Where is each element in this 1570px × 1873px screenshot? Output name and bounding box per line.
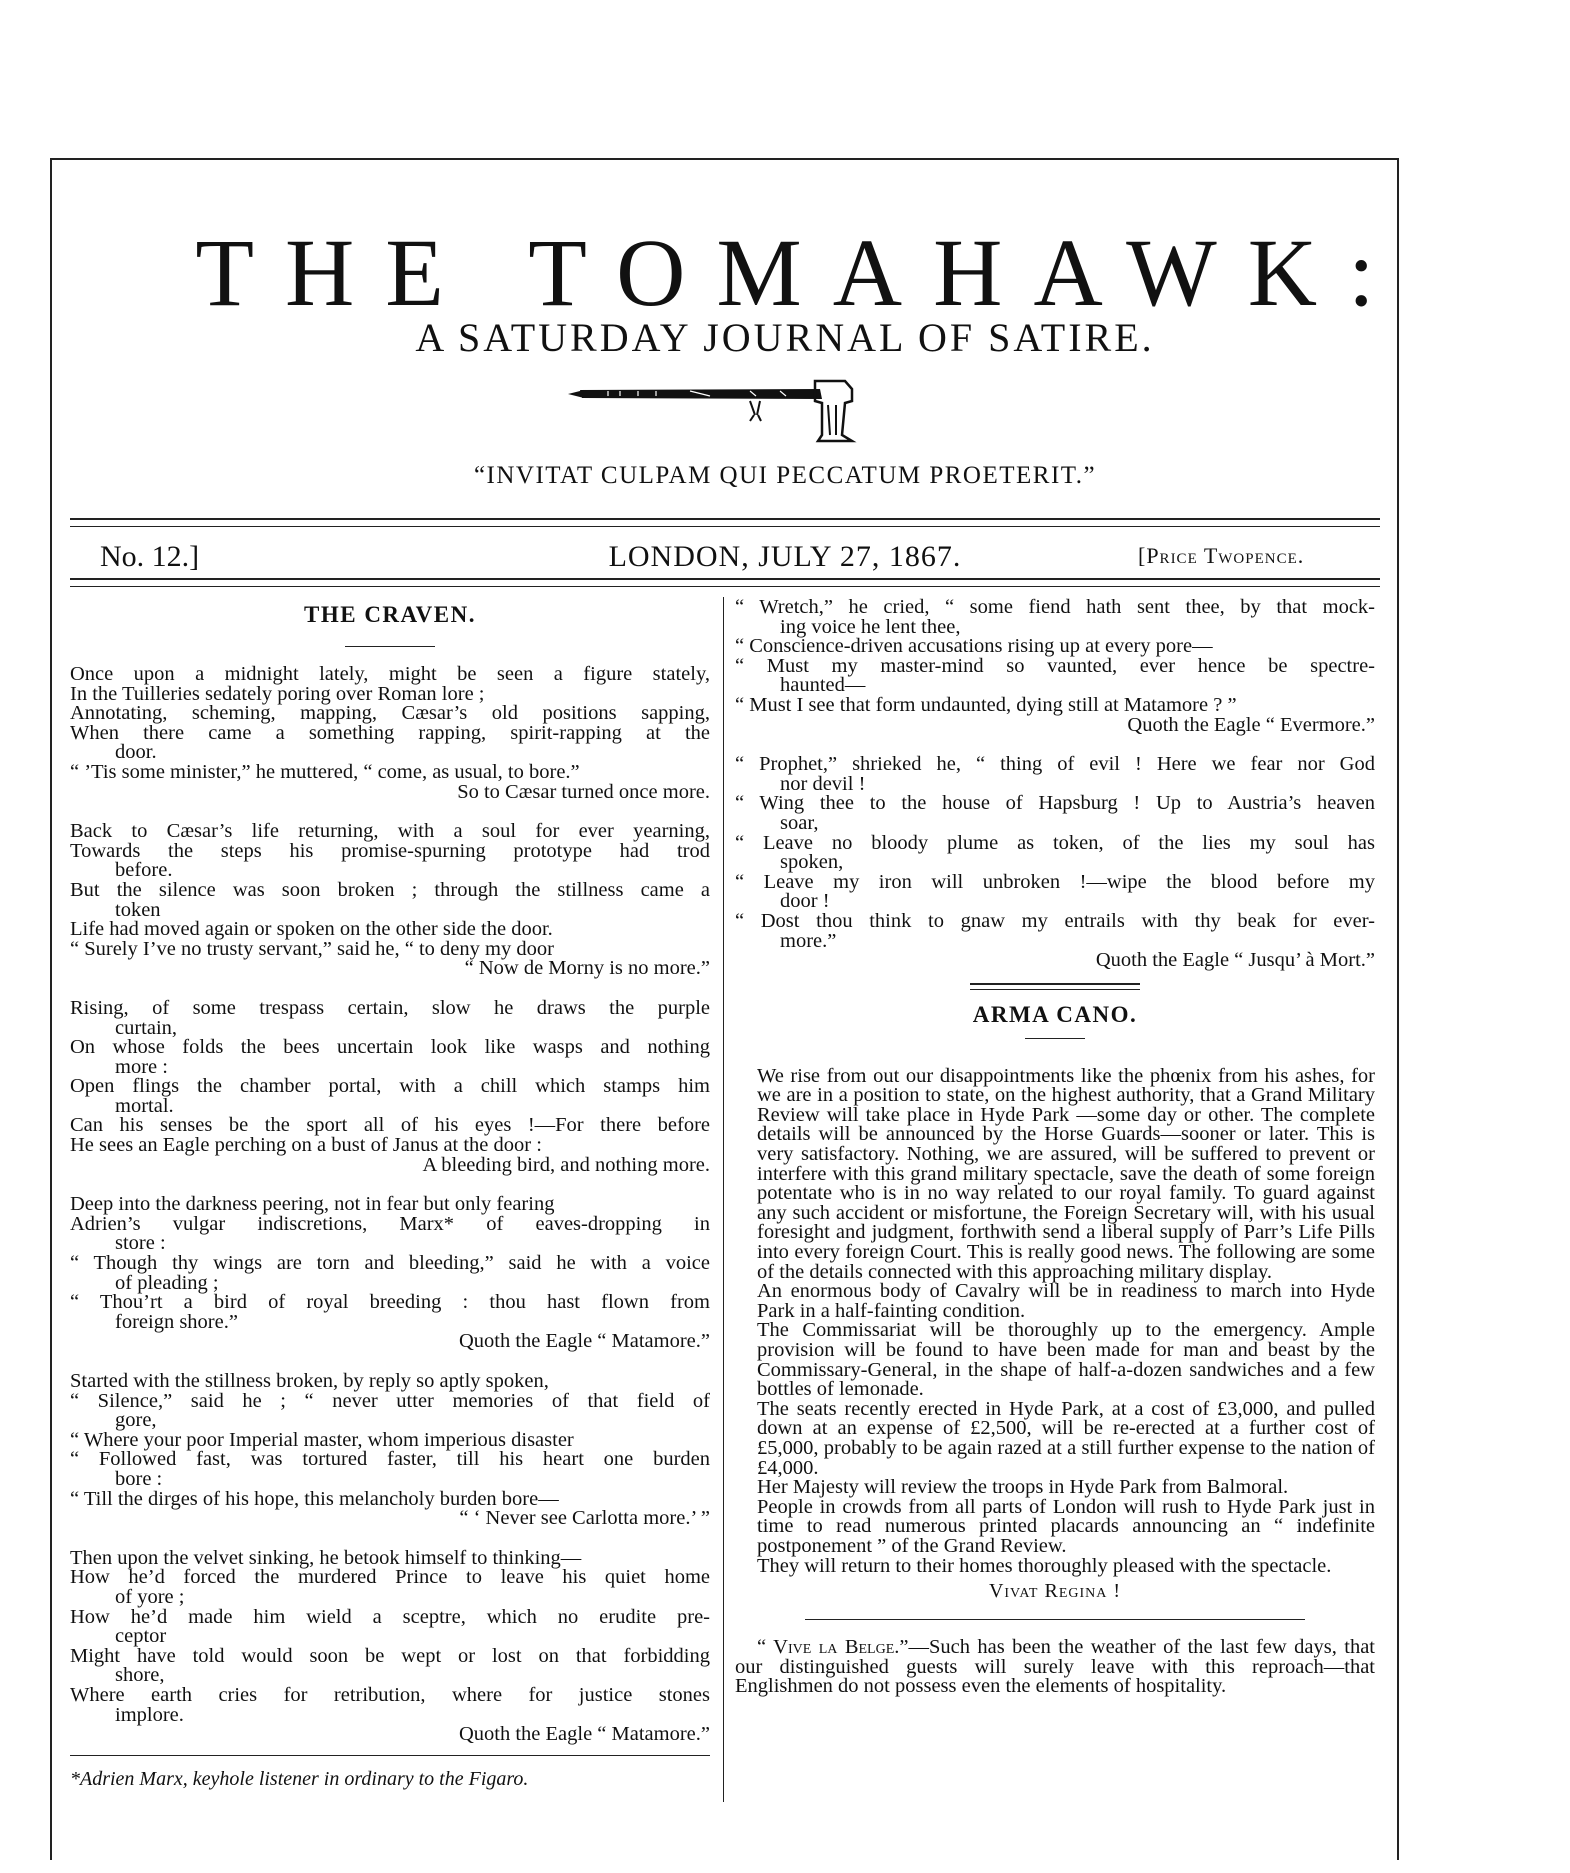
poem-refrain: Quoth the Eagle “ Matamore.” <box>458 1723 710 1746</box>
poem-line: token <box>115 898 161 921</box>
poem-line: “ Thou’rt a bird of royal breeding : thou hast flown from <box>70 1291 710 1314</box>
poem-line: Towards the steps his promise-spurning prototype had trod <box>70 839 710 862</box>
poem-line: Annotating, scheming, mapping, Cæsar’s old positions sapping, <box>70 702 710 725</box>
title-rule <box>345 646 435 647</box>
poem-line: “ Conscience-driven accusations rising up at every pore— <box>735 635 1213 658</box>
poem-line: more.” <box>780 929 837 952</box>
motto: “INVITAT CULPAM QUI PECCATUM PROETERIT.” <box>473 462 1097 489</box>
poem-line: “ Followed fast, was tortured faster, till his heart one burden <box>70 1448 710 1471</box>
column-divider <box>723 597 724 1802</box>
issue-date: LONDON, JULY 27, 1867. <box>608 540 962 573</box>
article-body <box>735 1064 1375 1577</box>
poem-refrain: So to Cæsar turned once more. <box>457 780 710 803</box>
poem-line: more : <box>115 1055 168 1078</box>
poem-line: “ Wretch,” he cried, “ some fiend hath sent thee, by that mock- <box>735 596 1375 618</box>
poem-line: “ Leave no bloody plume as token, of the lies my soul has <box>735 831 1375 854</box>
poem-line: “ Though thy wings are torn and bleeding,” said he with a voice <box>70 1252 710 1275</box>
issue-price: [Price Twopence. <box>1138 543 1305 568</box>
poem-stanza <box>70 1195 710 1352</box>
article-title-arma: ARMA CANO. <box>972 1001 1138 1027</box>
poem-line: Might have told would soon be wept or lost on that forbidding <box>70 1644 710 1667</box>
poem-line: “ Silence,” said he ; “ never utter memories of that field of <box>70 1389 710 1412</box>
poem-line: “ Prophet,” shrieked he, “ thing of evil ! Here we fear nor God <box>735 753 1375 776</box>
poem-line: foreign shore.” <box>115 1310 238 1333</box>
poem-line: ceptor <box>115 1625 167 1648</box>
poem-line: “ Wing thee to the house of Hapsburg ! Up to Austria’s heaven <box>735 792 1375 815</box>
poem-line: How he’d made him wield a sceptre, which no erudite pre- <box>70 1605 710 1628</box>
poem-line: door ! <box>780 890 830 913</box>
header-rule-top <box>70 518 1380 527</box>
poem-line: curtain, <box>115 1016 178 1039</box>
poem-line: of yore ; <box>115 1585 185 1608</box>
section-double-rule <box>970 983 1140 990</box>
poem-line: Adrien’s vulgar indiscretions, Marx* of eaves-dropping in <box>70 1212 710 1235</box>
paragraph: The Commissariat will be thoroughly up to the emergency. Ample provision will be found to have been made for man and beast by the Commissary-General, in the shape of half-a-dozen sandwiches and a few bottles of lemonade. <box>757 1319 1375 1401</box>
poem-stanza <box>70 665 710 802</box>
poem-line: Open flings the chamber portal, with a chill which stamps him <box>70 1075 710 1098</box>
poem-line: spoken, <box>780 851 844 874</box>
poem-refrain: A bleeding bird, and nothing more. <box>422 1153 710 1176</box>
poem-line: implore. <box>115 1703 184 1726</box>
closing-line: Vivat Regina ! <box>988 1580 1122 1603</box>
poem-line: Deep into the darkness peering, not in fear but only fearing <box>70 1193 555 1216</box>
paragraph: People in crowds from all parts of London will rush to Hyde Park just in time to read numerous printed placards announcing an “ indefinite postponement ” of the Grand Review. <box>757 1495 1375 1557</box>
paragraph: We rise from out our disappointments like the phœnix from his ashes, for we are in a position to state, on the highest authority, that a Grand Military Review will take place in Hyde Park —some day or other. The complete details will be announced by the Horse Guards—sooner or later. This is very satisfactory. Nothing, we are assured, will be suffered to prevent or interfere with this grand military spectacle, save the death of some foreign potentate who is in no way related to our royal family. To guard against any such accident or misfortune, the Foreign Secretary will, with his usual foresight and judgment, forthwith send a liberal supply of Parr’s Life Pills into every foreign Court. This is really good news. The following are some of the details connected with this approaching military display. <box>757 1064 1375 1283</box>
issue-number: No. 12.] <box>100 540 200 573</box>
poem-line: Started with the stillness broken, by reply so aptly spoken, <box>70 1370 549 1392</box>
poem-line: Where earth cries for retribution, where for justice stones <box>70 1683 710 1706</box>
paragraph: The seats recently erected in Hyde Park, at a cost of £3,000, and pulled down at an expense of £2,500, will be re-erected at a further cost of £5,000, probably to be again razed at a still further expense to the nation of £4,000. <box>757 1397 1375 1479</box>
poem-line: But the silence was soon broken ; through the stillness came a <box>70 878 710 901</box>
vive-paragraph <box>735 1638 1375 1697</box>
poem-line: “ Till the dirges of his hope, this melancholy burden bore— <box>70 1487 559 1510</box>
poem-refrain: Quoth the Eagle “ Jusqu’ à Mort.” <box>1095 949 1375 972</box>
poem-line: Then upon the velvet sinking, he betook himself to thinking— <box>70 1546 582 1569</box>
poem-line: before. <box>115 859 173 882</box>
poem-line: On whose folds the bees uncertain look like wasps and nothing <box>70 1036 710 1059</box>
right-column <box>735 598 1375 1697</box>
poem-stanza <box>70 1372 710 1529</box>
poem-refrain: Quoth the Eagle “ Evermore.” <box>1127 713 1375 736</box>
poem-line: When there came a something rapping, spirit-rapping at the <box>70 721 710 744</box>
poem-line: “ Must I see that form undaunted, dying still at Matamore ? ” <box>735 693 1237 716</box>
poem-line: “ Must my master-mind so vaunted, ever hence be spectre- <box>735 654 1375 677</box>
article-title-craven: THE CRAVEN. <box>304 602 476 627</box>
poem-line: bore : <box>115 1467 163 1490</box>
vive-lead: “ Vive la Belge.” <box>757 1636 909 1659</box>
poem-line: He sees an Eagle perching on a bust of Janus at the door : <box>70 1134 542 1157</box>
paragraph: Her Majesty will review the troops in Hyde Park from Balmoral. <box>757 1476 1289 1499</box>
poem-line: Life had moved again or spoken on the other side the door. <box>70 918 553 941</box>
poem-stanza <box>735 755 1375 971</box>
poem-line: mortal. <box>115 1094 174 1117</box>
header-rule-bottom <box>70 578 1380 587</box>
poem-line: “ Leave my iron will unbroken !—wipe the blood before my <box>735 870 1375 893</box>
masthead-subtitle: A SATURDAY JOURNAL OF SATIRE. <box>415 315 1155 360</box>
poem-line: Rising, of some trespass certain, slow he draws the purple <box>70 996 710 1019</box>
poem-line: soar, <box>780 811 819 834</box>
poem-line: door. <box>115 741 157 764</box>
poem-line: shore, <box>115 1664 165 1687</box>
left-column <box>70 598 710 1791</box>
poem-line: store : <box>115 1232 166 1255</box>
footnote-rule <box>70 1755 710 1756</box>
poem-refrain: “ ‘ Never see Carlotta more.’ ” <box>459 1507 710 1530</box>
title-rule <box>1025 1038 1085 1039</box>
poem-line: haunted— <box>780 674 866 697</box>
paragraph: An enormous body of Cavalry will be in readiness to march into Hyde Park in a half-fainting condition. <box>757 1280 1375 1322</box>
poem-line: nor devil ! <box>780 772 866 795</box>
section-rule <box>805 1619 1305 1620</box>
poem-stanza <box>70 1546 710 1746</box>
poem-stanza <box>70 996 710 1176</box>
poem-stanza <box>735 598 1375 735</box>
poem-line: of pleading ; <box>115 1271 219 1294</box>
poem-refrain: Quoth the Eagle “ Matamore.” <box>458 1330 710 1353</box>
footnote: *Adrien Marx, keyhole listener in ordinary to the Figaro. <box>70 1767 529 1790</box>
poem-line: ing voice he lent thee, <box>780 615 961 638</box>
poem-refrain: “ Now de Morny is no more.” <box>464 957 710 980</box>
poem-line: How he’d forced the murdered Prince to leave his quiet home <box>70 1566 710 1589</box>
poem-line: “ Surely I’ve no trusty servant,” said he, “ to deny my door <box>70 937 554 960</box>
poem-line: Once upon a midnight lately, might be seen a figure stately, <box>70 663 710 685</box>
paragraph: They will return to their homes thoroughly pleased with the spectacle. <box>757 1554 1332 1577</box>
masthead-title: THE TOMAHAWK: <box>195 219 1406 326</box>
poem-line: In the Tuilleries sedately poring over Roman lore ; <box>70 682 485 705</box>
poem-line: Can his senses be the sport all of his eyes !—For there before <box>70 1114 710 1137</box>
poem-line: “ ’Tis some minister,” he muttered, “ come, as usual, to bore.” <box>70 760 580 783</box>
poem-line: Back to Cæsar’s life returning, with a soul for ever yearning, <box>70 820 710 843</box>
poem-line: “ Dost thou think to gnaw my entrails with thy beak for ever- <box>735 909 1375 932</box>
poem-line: “ Where your poor Imperial master, whom imperious disaster <box>70 1428 574 1451</box>
poem-stanza <box>70 822 710 979</box>
poem-line: gore, <box>115 1409 157 1432</box>
tomahawk-icon <box>560 375 880 445</box>
vive-text: —Such has been the weather of the last few days, that our distinguished guests will surely leave with this reproach—that Englishmen do not possess even the elements of hospitality. <box>735 1636 1376 1698</box>
